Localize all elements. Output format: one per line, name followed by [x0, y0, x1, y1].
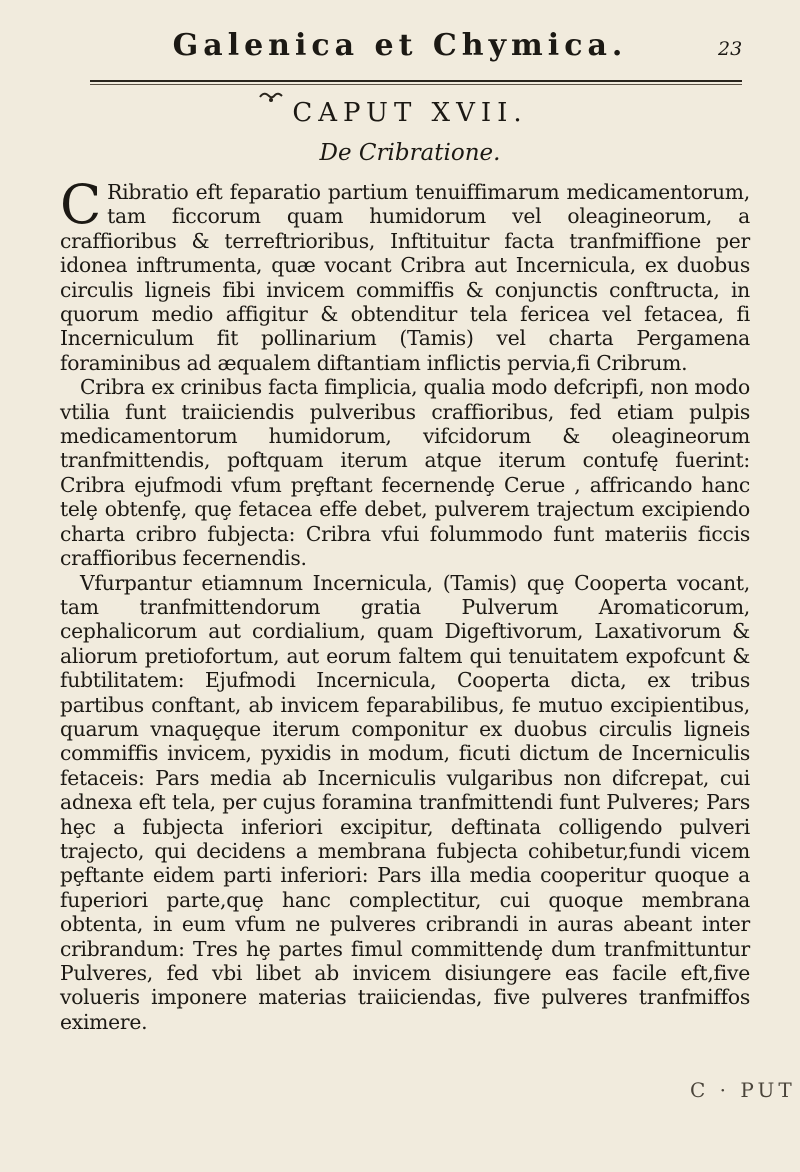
drop-cap: C — [60, 173, 102, 236]
paragraph-3: Vfurpantur etiamnum Incernicula, (Tamis) quȩ Cooperta vocant, tam tranfmittendorum gratia Pulverum Aromaticorum, cephalicorum aut cordialium, quam Digeftivorum, Laxativorum & aliorum pretiofortum, aut eorum faltem qui tenuitatem expofcunt & fubtilitatem: Ejufmodi Incernicula, Cooperta dicta, ex tribus partibus conftant, ab invicem feparabilibus, fe mutuo excipientibus, quarum vnaquȩque iterum componitur ex duobus circulis ligneis commiffis invicem, pyxidis in modum, ficuti dictum de Incerniculis fetaceis: Pars media ab Incerniculis vulgaribus non difcrepat, cui adnexa eft tela, per cujus foramina tranfmittendi funt Pulveres; Pars hȩc a fubjecta inferiori excipitur, deftinata colligendo pulveri trajecto, qui decidens a membrana fubjecta cohibetur,fundi vicem pȩftante eidem parti inferiori: Pars illa media cooperitur quoque a fuperiori parte,quȩ hanc complectitur, cui quoque membrana obtenta, in eum vfum ne pulveres cribrandi in auras abeant inter cribrandum: Tres hȩ partes fimul committendȩ dum tranfmittuntur Pulveres, fed vbi libet ab invicem disiungere eas facile eft,five volueris imponere materias traiiciendas, five pulveres tranfmiffos eximere. — [60, 570, 750, 1034]
paragraph-1 — [60, 173, 750, 375]
catchword: C · PUT — [690, 1078, 796, 1102]
body-text — [60, 173, 750, 1034]
running-head: Galenica et Chymica. — [172, 28, 628, 63]
paragraph-2: Cribra ex crinibus facta fimplicia, qualia modo defcripfi, non modo vtilia funt traiiciendis pulveribus craffioribus, fed etiam pulpis medicamentorum humidorum, vifcidorum & oleagineorum tranfmittendis, poftquam iterum atque iterum contufę fuerint: Cribra ejufmodi vfum prȩftant fecernendȩ Cerue , affricando hanc telȩ obtenfȩ, quȩ fetacea effe debet, pulverem trajectum excipiendo charta cribro fubjecta: Cribra vfui folummodo funt materiis ficcis craffioribus fecernendis. — [60, 375, 750, 571]
chapter-subtitle: De Cribratione. — [319, 140, 501, 166]
chapter-title: CAPUT XVII. — [292, 98, 528, 128]
header-rule — [90, 80, 742, 82]
paragraph-1-text: Ribratio eft feparatio partium tenuiffimarum medicamentorum, tam ficcorum quam humidorum vel oleagineorum, a craffioribus & terreftrioribus, Inftituitur facta tranfmiffione per idonea inftrumenta, quæ vocant Cribra aut Incernicula, ex duobus circulis ligneis fibi invicem commiffis & conjunctis conftructa, in quorum medio affigitur & obtenditur tela fericea vel fetacea, fi Incerniculum fit pollinarium (Tamis) vel charta Pergamena foraminibus ad æqualem diftantiam inflictis pervia,fi Cribrum. — [60, 180, 750, 375]
header-rule-thin — [90, 84, 742, 85]
page-number: 23 — [718, 38, 743, 60]
